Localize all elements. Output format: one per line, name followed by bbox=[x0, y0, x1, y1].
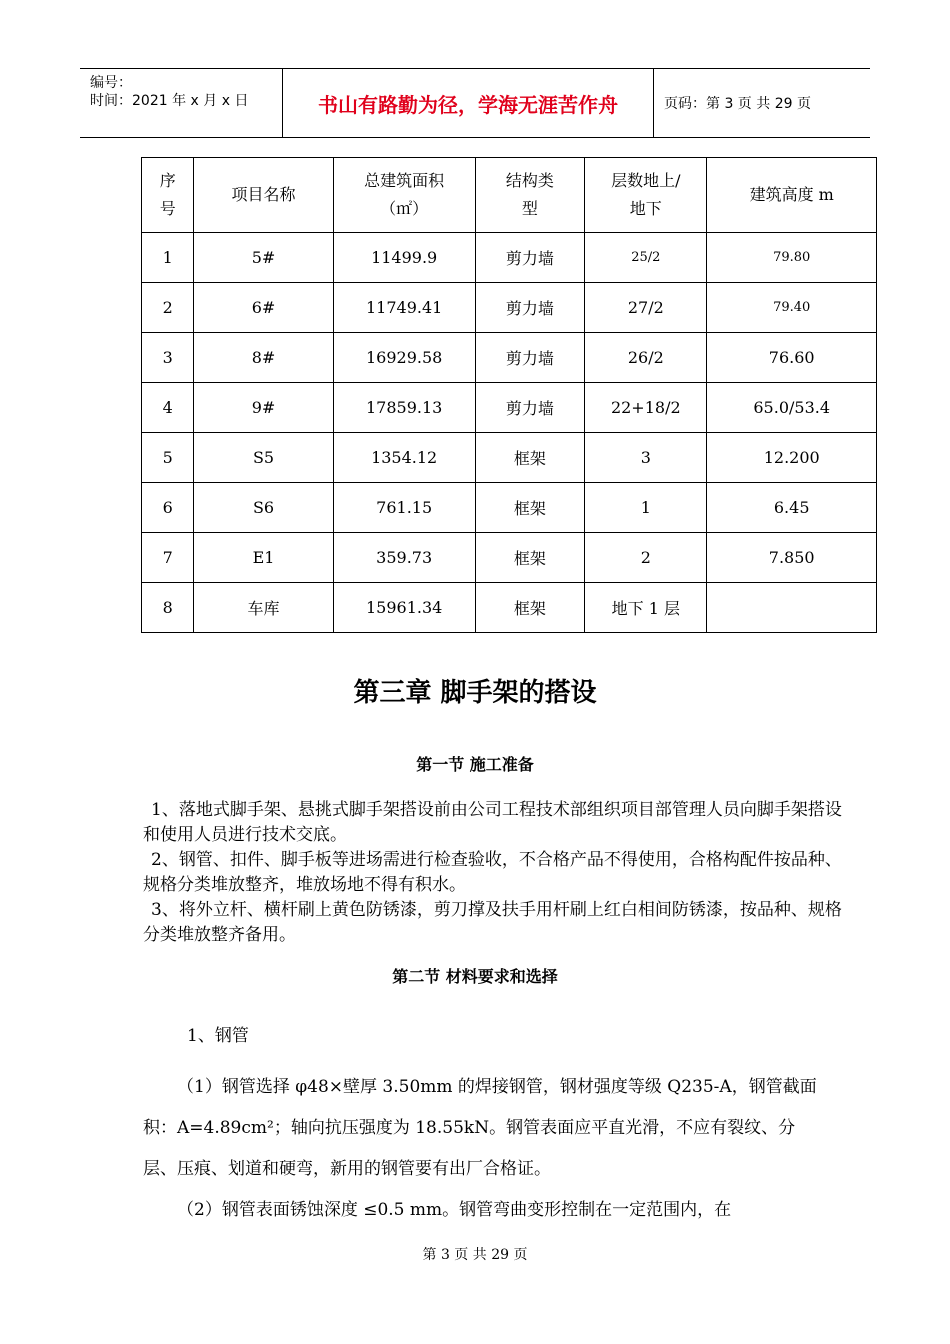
steel-pipe-para-1: （1）钢管选择 φ48×壁厚 3.50mm 的焊接钢管，钢材强度等级 Q235-A，钢管截面积：A=4.89cm²；轴向抗压强度为 18.55kN。钢管表面应平直光滑，不应有裂纹、分层、压痕、划道和硬弯，新用的钢管要有出厂合格证。 bbox=[143, 1077, 817, 1179]
cell-no: 7 bbox=[142, 533, 194, 583]
prep-item-2: 2、钢管、扣件、脚手板等进场需进行检查验收，不合格产品不得使用，合格构配件按品种、规格分类堆放整齐，堆放场地不得有积水。 bbox=[143, 850, 842, 895]
cell-height: 79.80 bbox=[707, 233, 877, 283]
cell-area: 16929.58 bbox=[333, 333, 475, 383]
col-header-structure: 结构类 型 bbox=[475, 158, 585, 233]
page-header bbox=[80, 68, 870, 138]
cell-area: 15961.34 bbox=[333, 583, 475, 633]
cell-area: 761.15 bbox=[333, 483, 475, 533]
section-title-1: 第一节 施工准备 bbox=[416, 755, 534, 774]
table-row bbox=[142, 483, 877, 533]
cell-structure: 剪力墙 bbox=[475, 283, 585, 333]
cell-structure: 框架 bbox=[475, 533, 585, 583]
cell-height: 7.850 bbox=[707, 533, 877, 583]
cell-structure: 框架 bbox=[475, 583, 585, 633]
cell-structure: 剪力墙 bbox=[475, 233, 585, 283]
cell-height: 12.200 bbox=[707, 433, 877, 483]
cell-floors: 1 bbox=[585, 483, 707, 533]
table-row bbox=[142, 583, 877, 633]
table-row bbox=[142, 233, 877, 283]
cell-no: 3 bbox=[142, 333, 194, 383]
table-row bbox=[142, 333, 877, 383]
header-motto: 书山有路勤为径，学海无涯苦作舟 bbox=[282, 69, 654, 137]
cell-area: 359.73 bbox=[333, 533, 475, 583]
cell-name: 8# bbox=[194, 333, 333, 383]
cell-floors: 27/2 bbox=[585, 283, 707, 333]
cell-no: 5 bbox=[142, 433, 194, 483]
cell-name: 车库 bbox=[194, 583, 333, 633]
page-footer: 第 3 页 共 29 页 bbox=[422, 1247, 528, 1263]
cell-name: 9# bbox=[194, 383, 333, 433]
cell-height: 76.60 bbox=[707, 333, 877, 383]
cell-floors: 26/2 bbox=[585, 333, 707, 383]
material-subtitle-steel-pipe: 1、钢管 bbox=[187, 1026, 249, 1046]
cell-floors: 3 bbox=[585, 433, 707, 483]
cell-area: 17859.13 bbox=[333, 383, 475, 433]
col-header-no: 序 号 bbox=[142, 158, 194, 233]
header-meta bbox=[80, 69, 282, 137]
section-title-2: 第二节 材料要求和选择 bbox=[392, 967, 558, 986]
cell-height bbox=[707, 583, 877, 633]
steel-pipe-para-2: （2）钢管表面锈蚀深度 ≤0.5 mm。钢管弯曲变形控制在一定范围内，在 bbox=[177, 1200, 732, 1220]
col-header-floors: 层数地上/ 地下 bbox=[585, 158, 707, 233]
cell-floors: 地下 1 层 bbox=[585, 583, 707, 633]
cell-name: S6 bbox=[194, 483, 333, 533]
cell-structure: 框架 bbox=[475, 433, 585, 483]
cell-no: 8 bbox=[142, 583, 194, 633]
col-header-area: 总建筑面积 （㎡） bbox=[333, 158, 475, 233]
cell-structure: 框架 bbox=[475, 483, 585, 533]
cell-name: S5 bbox=[194, 433, 333, 483]
section-2-body bbox=[143, 1016, 823, 1231]
cell-height: 65.0/53.4 bbox=[707, 383, 877, 433]
chapter-title: 第三章 脚手架的搭设 bbox=[353, 678, 597, 708]
cell-height: 79.40 bbox=[707, 283, 877, 333]
cell-name: E1 bbox=[194, 533, 333, 583]
cell-structure: 剪力墙 bbox=[475, 333, 585, 383]
cell-name: 5# bbox=[194, 233, 333, 283]
doc-code-label: 编号： bbox=[90, 75, 132, 91]
section-1-body bbox=[143, 798, 843, 948]
project-table bbox=[141, 157, 877, 633]
cell-floors: 2 bbox=[585, 533, 707, 583]
prep-item-3: 3、将外立杆、横杆刷上黄色防锈漆，剪刀撑及扶手用杆刷上红白相间防锈漆，按品种、规格分类堆放整齐备用。 bbox=[143, 900, 842, 945]
cell-height: 6.45 bbox=[707, 483, 877, 533]
cell-area: 11499.9 bbox=[333, 233, 475, 283]
cell-no: 6 bbox=[142, 483, 194, 533]
cell-floors: 25/2 bbox=[585, 233, 707, 283]
table-header-row bbox=[142, 158, 877, 233]
cell-no: 4 bbox=[142, 383, 194, 433]
cell-area: 11749.41 bbox=[333, 283, 475, 333]
cell-floors: 22+18/2 bbox=[585, 383, 707, 433]
prep-item-1: 1、落地式脚手架、悬挑式脚手架搭设前由公司工程技术部组织项目部管理人员向脚手架搭设和使用人员进行技术交底。 bbox=[143, 800, 842, 845]
table-row bbox=[142, 433, 877, 483]
col-header-height: 建筑高度 m bbox=[707, 158, 877, 233]
cell-name: 6# bbox=[194, 283, 333, 333]
col-header-name: 项目名称 bbox=[194, 158, 333, 233]
doc-time-label: 时间：2021 年 x 月 x 日 bbox=[90, 93, 249, 109]
cell-no: 2 bbox=[142, 283, 194, 333]
table-row bbox=[142, 533, 877, 583]
table-row bbox=[142, 383, 877, 433]
table-row bbox=[142, 283, 877, 333]
cell-area: 1354.12 bbox=[333, 433, 475, 483]
cell-no: 1 bbox=[142, 233, 194, 283]
cell-structure: 剪力墙 bbox=[475, 383, 585, 433]
header-page-code: 页码：第 3 页 共 29 页 bbox=[664, 96, 811, 112]
